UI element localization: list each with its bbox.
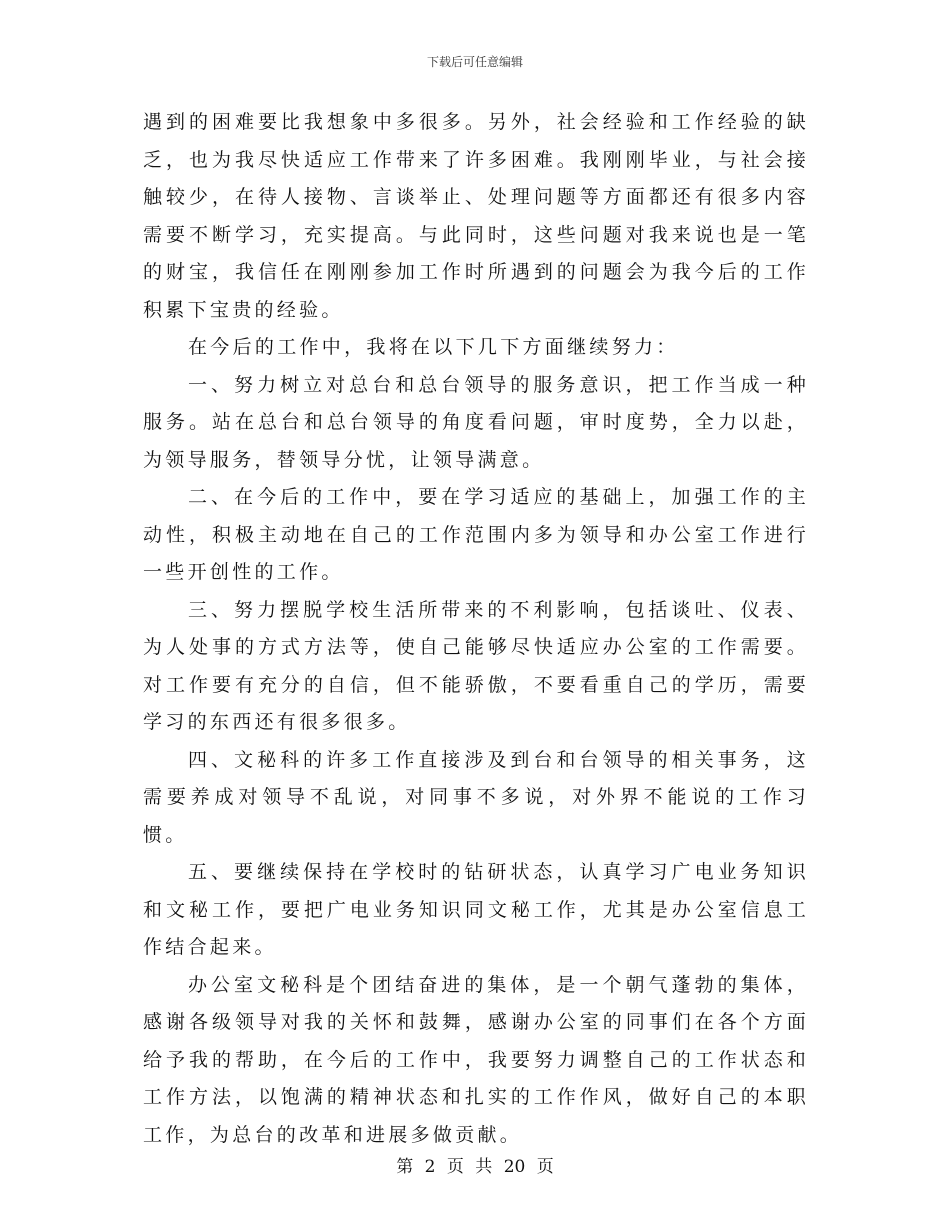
page-number: 第 2 页 共 20 页 [396, 1157, 554, 1177]
paragraph-point-3: 三、努力摆脱学校生活所带来的不利影响，包括谈吐、仪表、为人处事的方式方法等，使自己能够尽快适应办公室的工作需要。对工作要有充分的自信，但不能骄傲，不要看重自己的学历，需要学习的东西还有很多很多。 [143, 598, 809, 733]
paragraph-point-2: 二、在今后的工作中，要在学习适应的基础上，加强工作的主动性，积极主动地在自己的工作范围内多为领导和办公室工作进行一些开创性的工作。 [143, 486, 809, 583]
paragraph-point-4: 四、文秘科的许多工作直接涉及到台和台领导的相关事务，这需要养成对领导不乱说，对同事不多说，对外界不能说的工作习惯。 [143, 748, 809, 846]
paragraph-continued: 遇到的困难要比我想象中多很多。另外，社会经验和工作经验的缺乏，也为我尽快适应工作带来了许多困难。我刚刚毕业，与社会接触较少，在待人接物、言谈举止、处理问题等方面都还有很多内容需要不断学习，充实提高。与此同时，这些问题对我来说也是一笔的财宝，我信任在刚刚参加工作时所遇到的问题会为我今后的工作积累下宝贵的经验。 [143, 111, 809, 321]
page-header: 下载后可任意编辑 [426, 55, 523, 69]
paragraph-point-5: 五、要继续保持在学校时的钻研状态，认真学习广电业务知识和文秘工作，要把广电业务知识同文秘工作，尤其是办公室信息工作结合起来。 [143, 861, 809, 958]
document-body [143, 104, 809, 1154]
paragraph-closing: 办公室文秘科是个团结奋进的集体，是一个朝气蓬勃的集体，感谢各级领导对我的关怀和鼓舞，感谢办公室的同事们在各个方面给予我的帮助，在今后的工作中，我要努力调整自己的工作状态和工作方法，以饱满的精神状态和扎实的工作作风，做好自己的本职工作，为总台的改革和进展多做贡献。 [143, 973, 809, 1146]
paragraph-point-1: 一、努力树立对总台和总台领导的服务意识，把工作当成一种服务。站在总台和总台领导的角度看问题，审时度势，全力以赴，为领导服务，替领导分忧，让领导满意。 [143, 373, 809, 471]
paragraph-intro: 在今后的工作中，我将在以下几下方面继续努力： [188, 336, 679, 358]
